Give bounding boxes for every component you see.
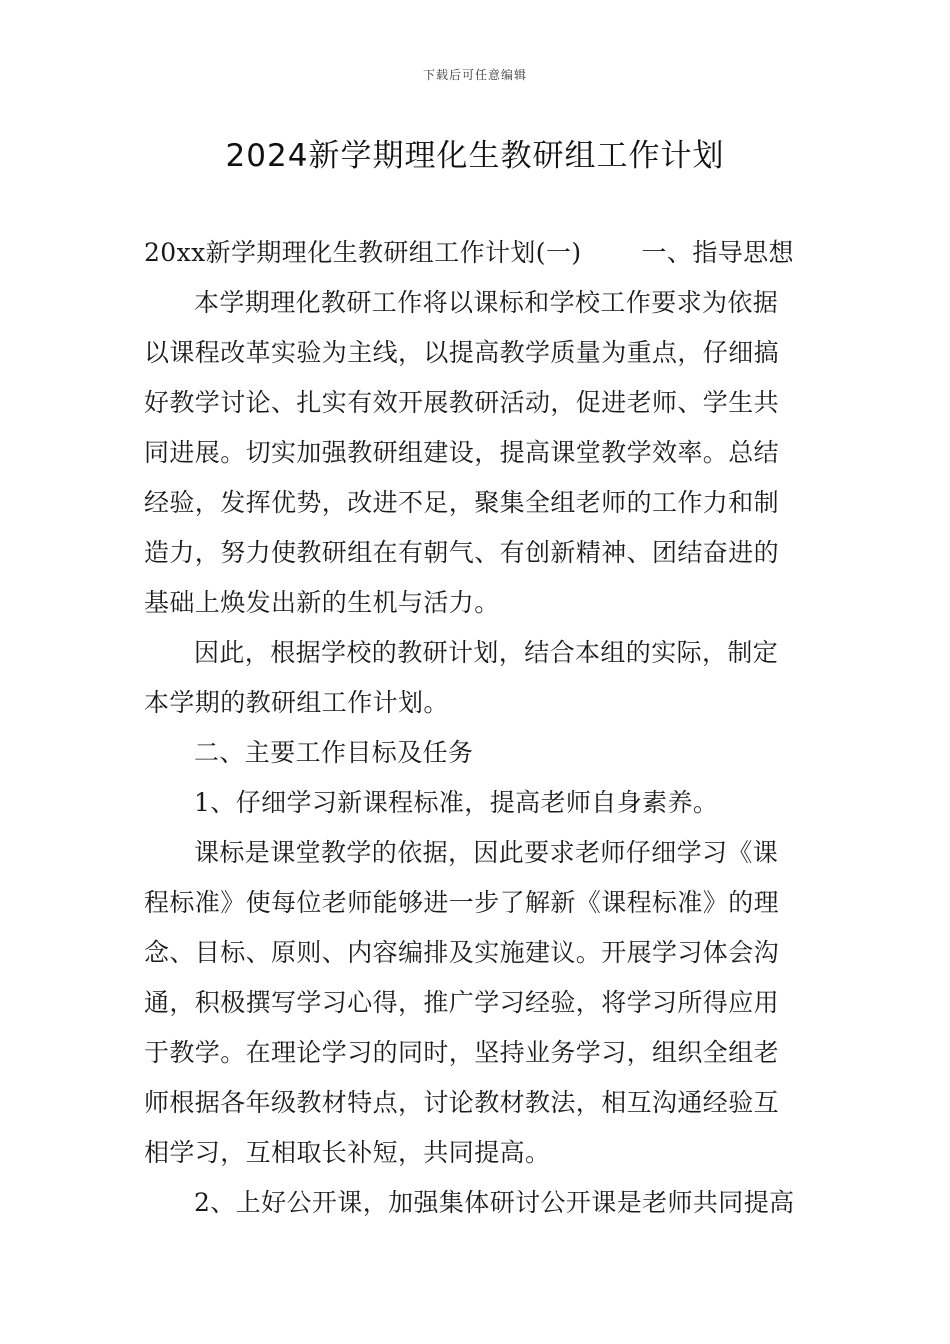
section-heading: 二、主要工作目标及任务 <box>194 738 474 767</box>
body-line: 基础上焕发出新的生机与活力。 <box>144 588 500 617</box>
body-line: 程标准》使每位老师能够进一步了解新《课程标准》的理 <box>144 888 780 917</box>
body-line: 经验，发挥优势，改进不足，聚集全组老师的工作力和制 <box>144 488 780 517</box>
body-line: 本学期理化教研工作将以课标和学校工作要求为依据 <box>194 288 779 317</box>
body-line: 因此，根据学校的教研计划，结合本组的实际，制定 <box>194 638 779 667</box>
document-title: 2024新学期理化生教研组工作计划 <box>225 138 725 174</box>
body-line: 本学期的教研组工作计划。 <box>144 688 449 717</box>
body-line: 相学习，互相取长补短，共同提高。 <box>144 1138 551 1167</box>
body-line: 好教学讨论、扎实有效开展教研活动，促进老师、学生共 <box>144 388 780 417</box>
subsection-heading: 2、上好公开课，加强集体研讨公开课是老师共同提高 <box>194 1188 795 1217</box>
body-line: 同进展。切实加强教研组建设，提高课堂教学效率。总结 <box>144 438 780 467</box>
document-body <box>144 228 806 1228</box>
body-line: 念、目标、原则、内容编排及实施建议。开展学习体会沟 <box>144 938 780 967</box>
body-line-text: 20xx新学期理化生教研组工作计划(一) <box>144 238 582 267</box>
body-line: 造力，努力使教研组在有朝气、有创新精神、团结奋进的 <box>144 538 780 567</box>
body-line: 于教学。在理论学习的同时，坚持业务学习，组织全组老 <box>144 1038 780 1067</box>
body-line: 课标是课堂教学的依据，因此要求老师仔细学习《课 <box>194 838 779 867</box>
header-note: 下载后可任意编辑 <box>422 68 527 82</box>
body-line: 以课程改革实验为主线，以提高教学质量为重点，仔细搞 <box>144 338 780 367</box>
section-heading: 一、指导思想 <box>641 238 794 267</box>
body-line: 师根据各年级教材特点，讨论教材教法，相互沟通经验互 <box>144 1088 780 1117</box>
body-line <box>144 228 806 278</box>
body-line: 通，积极撰写学习心得，推广学习经验，将学习所得应用 <box>144 988 780 1017</box>
subsection-heading: 1、仔细学习新课程标准，提高老师自身素养。 <box>194 788 719 817</box>
